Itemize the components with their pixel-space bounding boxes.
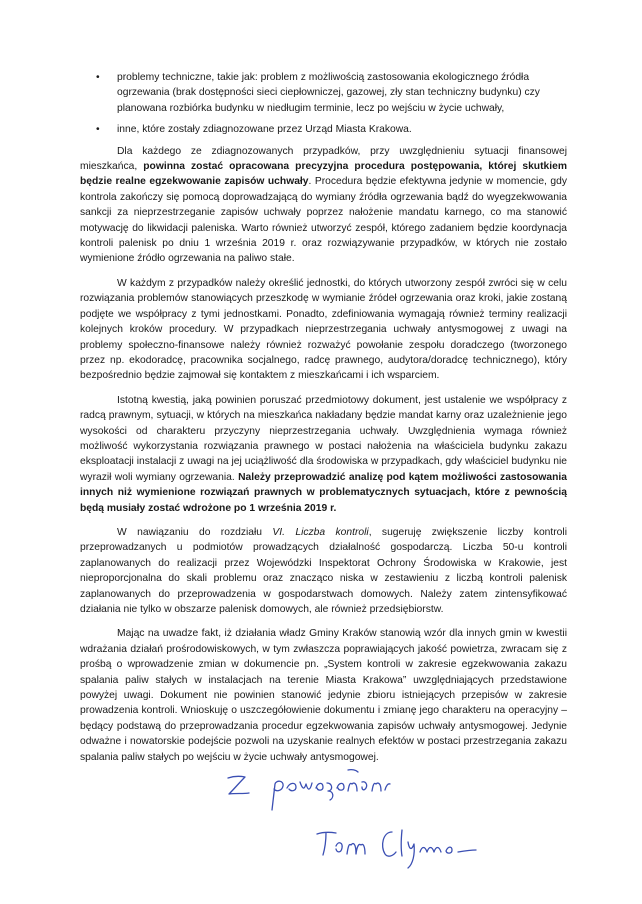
paragraph-request: Mając na uwadze fakt, iż działania władz Gminy Kraków stanowią wzór dla innych gmin w kwestii wdrażania działań prośrodowiskowych, w tym zwłaszcza poprawiających jakość powietrza, zwracam się z prośbą o wprowadzenie zmian w dokumencie pn. „System kontroli w zakresie egzekwowania zakazu spalania paliw stałych w instalacjach na terenie Miasta Krakowa” uwzględniających przedstawione powyżej uwagi. Dokument nie powinien stanowić jedynie zbioru istniejących przepisów w zakresie prowadzenia kontroli. Wnioskuję o uszczegółowienie dokumentu i zmianę jego charakteru na operacyjny – będący podstawą do przeprowadzania procedur egzekwowania zapisów uchwały antysmogowej. Jedynie odważne i nowatorskie podejście pozwoli na uzyskanie realnych efektów w postaci przestrzegania zakazu spalania paliw stałych po wejściu w życie uchwały antysmogowej.: [80, 628, 567, 763]
signature-greeting-stroke: [228, 776, 249, 794]
bullet-list: [80, 70, 567, 138]
document-page: [80, 70, 567, 774]
paragraph-legal-bold: Należy przeprowadzić analizę pod kątem możliwości zastosowania innych niż wymienione rozwiązań prawnych w problematycznych sytuacjach, które z pewnością będą musiały zostać wdrożone po 1 września 2019 r.: [80, 471, 567, 514]
signature-name-stroke: [383, 830, 476, 868]
signature-greeting-stroke: [348, 770, 358, 772]
handwritten-signature: [0, 760, 642, 900]
list-item: [80, 70, 567, 116]
bullet-text: inne, które zostały zdiagnozowane przez Urząd Miasta Krakowa.: [117, 124, 412, 136]
paragraph-units: W każdym z przypadków należy określić jednostki, do których utworzony zespół zwróci się w celu rozwiązania problemów stanowiących przeszkodę w wymianie źródeł ogrzewania oraz kroki, jakie zostaną podjęte we współpracy z tymi jednostkami. Ponadto, zdefiniowania wymagają również terminy realizacji kolejnych kroków procedury. W przypadkach nieprzestrzegania uchwały antysmogowej z uwagi na problemy społeczno-finansowe należy również rozważyć powołanie zespołu doradczego (tworzonego przez np. ekodoradcę, pracownika socjalnego, radcę prawnego, audytora/doradcę technicznego), który bezpośrednio będzie zajmował się kontaktem z mieszkańcami i ich wsparciem.: [80, 277, 567, 382]
paragraph-procedure-bold: powinna zostać opracowana precyzyjna procedura postępowania, której skutkiem będzie realne egzekwowanie zapisów uchwały: [80, 161, 567, 188]
bullet-icon: •: [96, 124, 100, 136]
paragraph-procedure-text-c: . Procedura będzie efektywna jedynie w momencie, gdy kontrola zakończy się pomocą doprowadzającą do wymiany źródła ogrzewania bądź do wyegzekwowania sankcji za nieprzestrzeganie zapisów uchwały poprzez nałożenie mandatu karnego, co ma stanowić motywację do likwidacji paleniska. Warto również utworzyć zespół, którego zadaniem będzie koordynacja kontroli palenisk po dniu 1 września 2019 r. oraz rozwiązywanie przypadków, w których nie zostało wymienione źródło ogrzewania na paliwo stałe.: [80, 176, 568, 265]
paragraph-legal: [80, 393, 567, 516]
bullet-icon: •: [96, 72, 100, 83]
list-item: [80, 122, 567, 137]
paragraph-procedure-text-a: Dla każdego ze zdiagnozowanych przypadków, przy uwzględnieniu sytuacji finansowej mieszkańca,: [80, 145, 567, 173]
signature-greeting-stroke: [272, 781, 390, 810]
bullet-text: problemy techniczne, takie jak: problem z możliwością zastosowania ekologicznego źródła ogrzewania (brak dostępności sieci ciepłowniczej, gazowej, zły stan techniczny budynku) czy planowana rozbiórka budynku w niedługim terminie, lecz po wejściu w życie uchwały,: [117, 72, 540, 114]
paragraph-controls-italic: VI. Liczba kontroli: [272, 526, 369, 538]
paragraph-controls: [80, 525, 567, 617]
paragraph-controls-text-c: , sugeruję zwiększenie liczby kontroli przeprowadzanych u podmiotów prowadzących działalność gospodarczą. Liczba 50-u kontroli zaplanowanych do realizacji przez Wojewódzki Inspektorat Ochrony Środowiska w Krakowie, jest nieproporcjonalna do skali problemu oraz znacząco niska w zestawieniu z liczbą kontroli palenisk zaplanowanych do przeprowadzenia w gospodarstwach domowych. Należy zatem zintensyfikować działania nie tylko w obszarze palenisk domowych, ale również przedsiębiorstw.: [80, 526, 567, 615]
paragraph-controls-text-a: W nawiązaniu do rozdziału: [117, 526, 273, 538]
paragraph-legal-text: Istotną kwestią, jaką powinien poruszać przedmiotowy dokument, jest ustalenie we współpracy z radcą prawnym, sytuacji, w których na mieszkańca nakładany będzie mandat karny oraz uzależnienie jego wysokości od charakteru przyczyny nieprzestrzegania uchwały. Uwzględnienia wymaga również możliwość wykorzystania rozwiązania prawnego w postaci nałożenia na właściciela budynku zakazu eksploatacji instalacji z uwagi na jej uciążliwość dla środowiska w przypadkach, gdy właściciel budynku nie wyraził woli wymiany ogrzewania.: [80, 394, 567, 483]
paragraph-procedure: [80, 144, 567, 267]
signature-name-stroke: [317, 832, 365, 855]
